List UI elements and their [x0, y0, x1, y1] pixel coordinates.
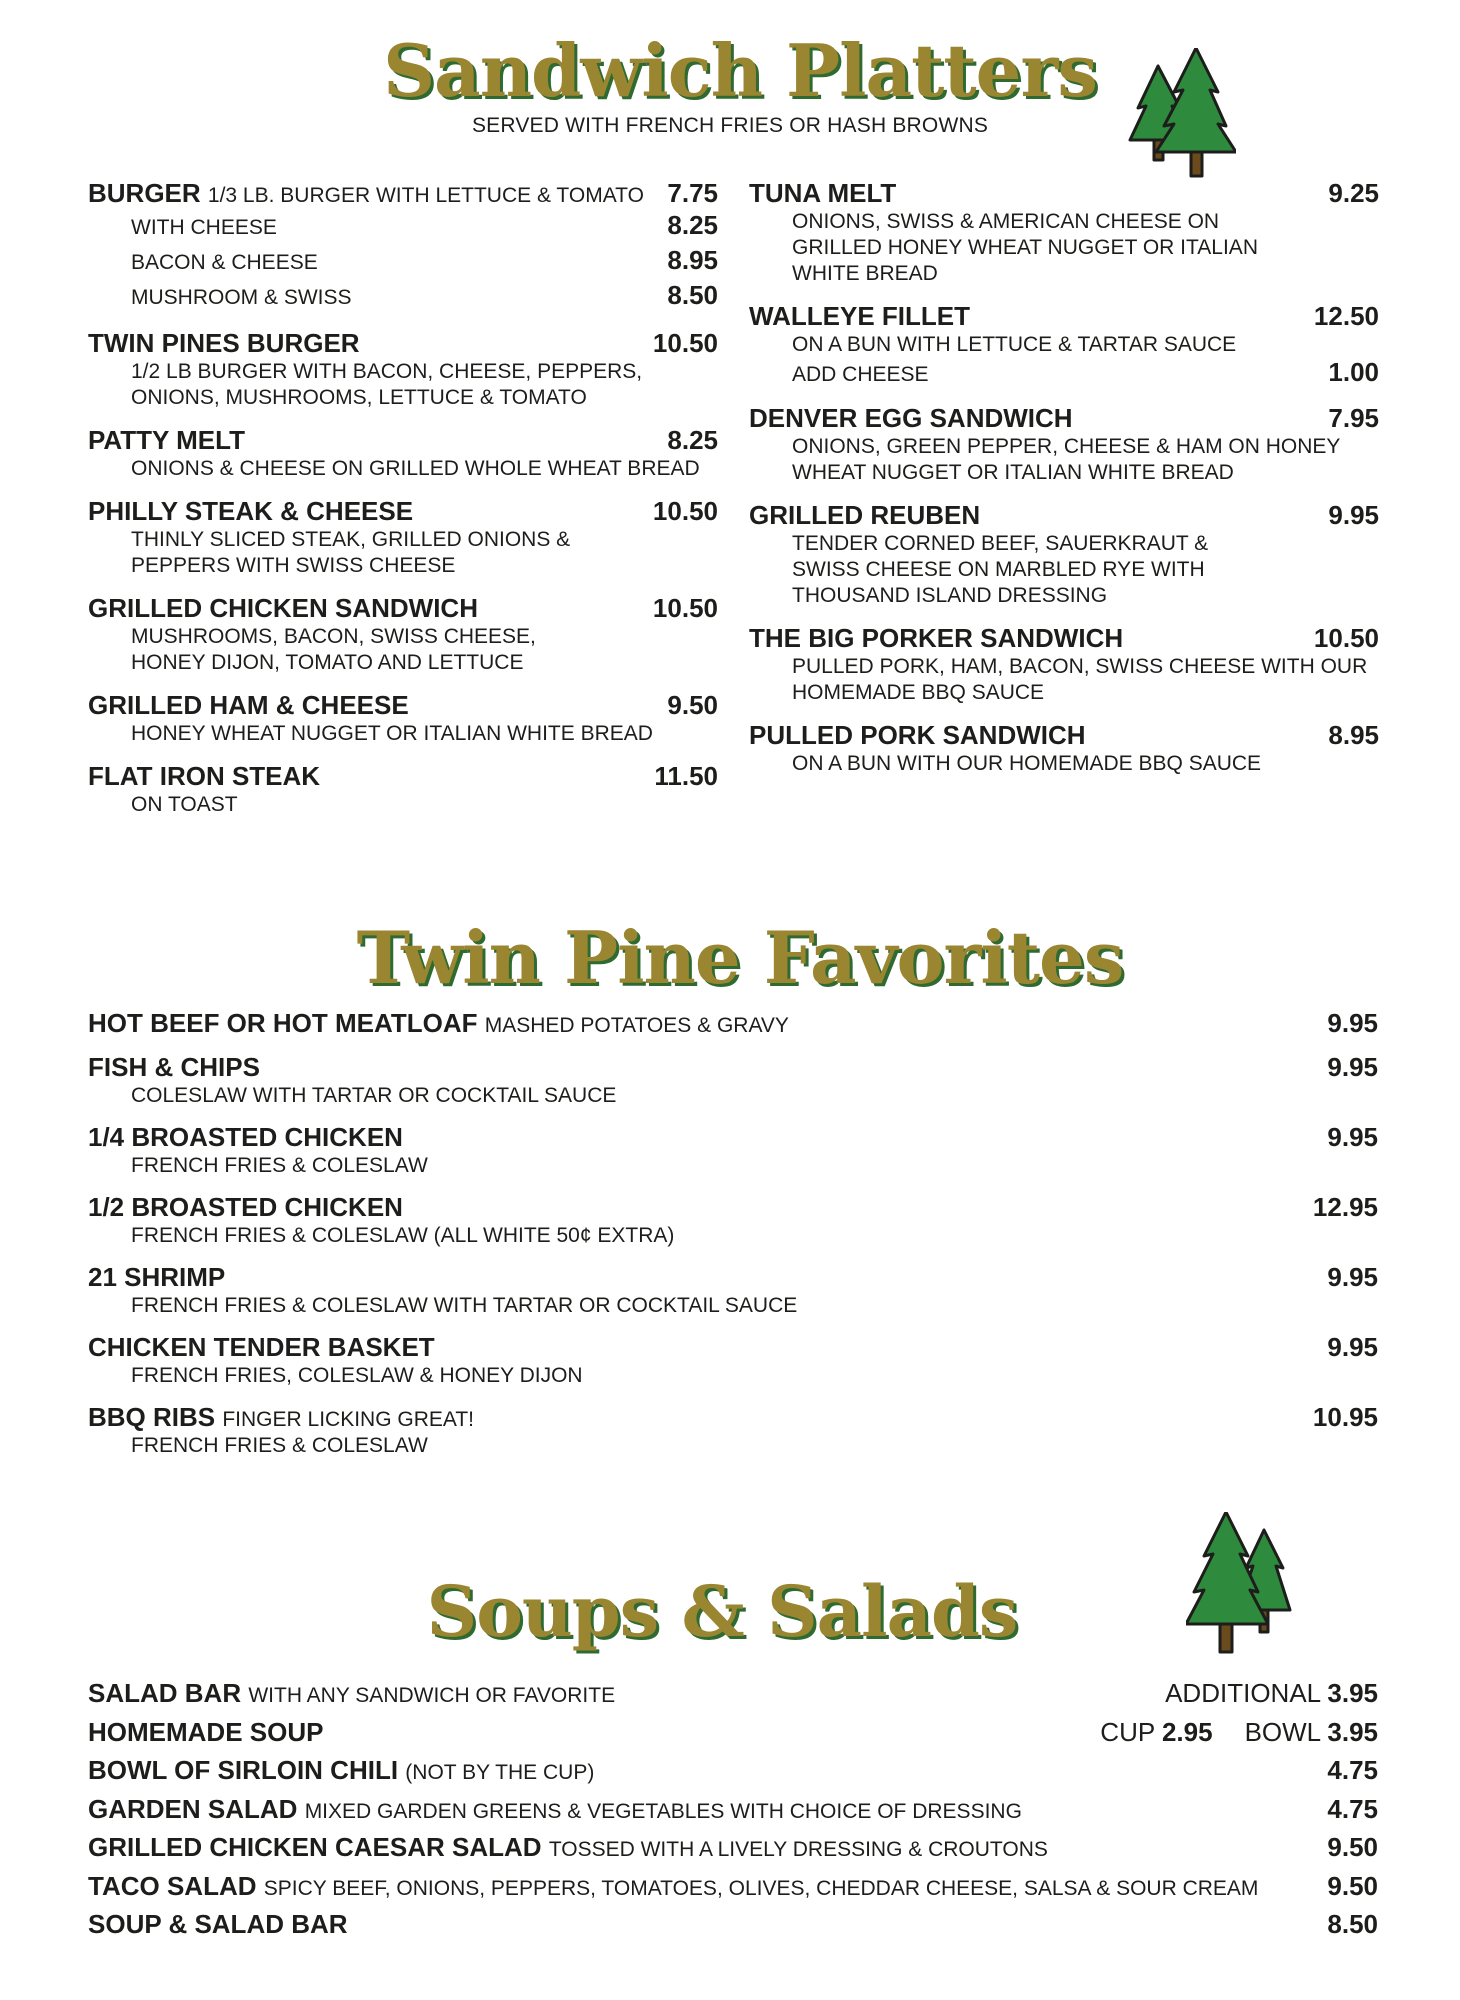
menu-item-description: ONIONS, SWISS & AMERICAN CHEESE ON — [792, 210, 1220, 233]
soup-salad-name: SOUP & SALAD BAR — [88, 1909, 348, 1939]
soup-salad-price — [1327, 1909, 1378, 1940]
menu-item — [88, 328, 718, 411]
menu-item-header — [88, 1262, 1378, 1293]
menu-item-description: ONIONS, GREEN PEPPER, CHEESE & HAM ON HONEY — [792, 435, 1341, 458]
menu-item-header — [88, 1402, 1378, 1433]
menu-item — [749, 623, 1379, 706]
twin-pine-favorites-title: Twin Pine Favorites — [356, 915, 1124, 1000]
menu-item — [88, 1402, 1378, 1459]
soup-salad-item — [88, 1909, 1378, 1948]
menu-item-description: COLESLAW WITH TARTAR OR COCKTAIL SAUCE — [131, 1084, 617, 1107]
price-value: 9.50 — [1327, 1870, 1378, 1901]
menu-item-price: 9.50 — [667, 690, 718, 720]
menu-item-option — [131, 209, 718, 244]
menu-item-name: BBQ RIBS FINGER LICKING GREAT! — [88, 1402, 475, 1432]
soup-salad-note: SPICY BEEF, ONIONS, PEPPERS, TOMATOES, OLIVES, CHEDDAR CHEESE, SALSA & SOUR CREAM — [263, 1876, 1259, 1900]
menu-item — [749, 500, 1379, 609]
soup-salad-name: HOMEMADE SOUP — [88, 1716, 324, 1747]
menu-item-name: 1/4 BROASTED CHICKEN — [88, 1122, 403, 1152]
price-value: 4.75 — [1327, 1793, 1378, 1824]
soup-salad-price — [1327, 1871, 1378, 1902]
option-price: 8.25 — [667, 210, 718, 240]
soup-salad-price — [1327, 1832, 1378, 1863]
soup-salad-name: GRILLED CHICKEN CAESAR SALAD TOSSED WITH A LIVELY DRESSING & CROUTONS — [88, 1832, 1048, 1862]
menu-item-header — [88, 1332, 1378, 1363]
menu-item-description: HONEY DIJON, TOMATO AND LETTUCE — [131, 651, 524, 674]
menu-item-name: PHILLY STEAK & CHEESE — [88, 496, 414, 526]
soup-salad-note: MIXED GARDEN GREENS & VEGETABLES WITH CHOICE OF DRESSING — [304, 1799, 1022, 1823]
menu-item-header — [88, 1008, 1378, 1039]
menu-item-price: 9.95 — [1327, 1332, 1378, 1362]
menu-item-name: 21 SHRIMP — [88, 1262, 226, 1292]
option-name: WITH CHEESE — [131, 216, 277, 239]
soup-salad-item — [88, 1717, 1378, 1756]
menu-item-description: ON A BUN WITH LETTUCE & TARTAR SAUCE — [792, 333, 1237, 356]
menu-item — [88, 690, 718, 747]
price-value: 8.50 — [1327, 1909, 1378, 1939]
menu-item-header — [88, 761, 718, 792]
menu-item-description: 1/2 LB BURGER WITH BACON, CHEESE, PEPPERS, — [131, 360, 643, 383]
menu-item-description: ONIONS & CHEESE ON GRILLED WHOLE WHEAT BREAD — [131, 457, 700, 480]
soup-salad-price — [1327, 1755, 1378, 1786]
menu-item-price: 9.95 — [1327, 1262, 1378, 1292]
price-label: ADDITIONAL — [1165, 1678, 1328, 1708]
sandwich-platters-subtitle: SERVED WITH FRENCH FRIES OR HASH BROWNS — [471, 114, 989, 137]
menu-item-description: ONIONS, MUSHROOMS, LETTUCE & TOMATO — [131, 386, 587, 409]
menu-item-name: DENVER EGG SANDWICH — [749, 403, 1073, 433]
menu-item-header — [88, 593, 718, 624]
menu-item-price: 10.95 — [1312, 1402, 1378, 1432]
menu-item-price: 12.50 — [1313, 301, 1379, 331]
menu-item-header — [749, 301, 1379, 332]
menu-item-name: THE BIG PORKER SANDWICH — [749, 623, 1124, 653]
price-value: 3.95 — [1327, 1678, 1378, 1708]
menu-item-price: 11.50 — [654, 761, 718, 791]
menu-item-description: MUSHROOMS, BACON, SWISS CHEESE, — [131, 625, 536, 648]
menu-item-name: GRILLED CHICKEN SANDWICH — [88, 593, 478, 623]
soup-salad-item — [88, 1794, 1378, 1833]
menu-item-price: 8.25 — [667, 425, 718, 455]
soup-salad-price — [1100, 1717, 1378, 1748]
menu-item — [749, 720, 1379, 777]
menu-item-price: 9.25 — [1328, 178, 1379, 208]
menu-item-price: 10.50 — [652, 496, 718, 526]
menu-item — [88, 1332, 1378, 1389]
option-price: 1.00 — [1328, 357, 1379, 387]
menu-item-price: 12.95 — [1312, 1192, 1378, 1222]
menu-item — [749, 301, 1379, 389]
menu-item-header — [88, 690, 718, 721]
menu-item-name: FISH & CHIPS — [88, 1052, 260, 1082]
menu-item-price: 10.50 — [652, 328, 718, 358]
menu-item-name: GRILLED REUBEN — [749, 500, 981, 530]
menu-item-description: HONEY WHEAT NUGGET OR ITALIAN WHITE BREAD — [131, 722, 653, 745]
menu-item-description: FRENCH FRIES & COLESLAW — [131, 1154, 428, 1177]
menu-item-price: 9.95 — [1327, 1122, 1378, 1152]
menu-item-note: FINGER LICKING GREAT! — [222, 1408, 475, 1431]
menu-item-description: PEPPERS WITH SWISS CHEESE — [131, 554, 456, 577]
option-name: BACON & CHEESE — [131, 251, 318, 274]
menu-item-price: 7.95 — [1328, 403, 1379, 433]
menu-item-name: 1/2 BROASTED CHICKEN — [88, 1192, 403, 1222]
menu-item — [749, 403, 1379, 486]
menu-item-header — [749, 623, 1379, 654]
menu-item — [88, 1008, 1378, 1039]
soup-salad-item — [88, 1871, 1378, 1910]
menu-item-description: FRENCH FRIES & COLESLAW WITH TARTAR OR COCKTAIL SAUCE — [131, 1294, 798, 1317]
menu-item — [88, 761, 718, 818]
soup-salad-note: (NOT BY THE CUP) — [405, 1761, 595, 1784]
menu-item-header — [88, 496, 718, 527]
menu-item-description: WHITE BREAD — [792, 262, 938, 285]
menu-item — [88, 1192, 1378, 1249]
menu-item-name: PATTY MELT — [88, 425, 245, 455]
soup-salad-note: TOSSED WITH A LIVELY DRESSING & CROUTONS — [548, 1838, 1048, 1861]
menu-item-header — [749, 403, 1379, 434]
menu-item-header — [88, 328, 718, 359]
menu-item-description: THOUSAND ISLAND DRESSING — [792, 584, 1108, 607]
menu-item-header — [88, 178, 718, 209]
menu-item-name: PULLED PORK SANDWICH — [749, 720, 1086, 750]
menu-item-header — [88, 425, 718, 456]
menu-item-header — [88, 1052, 1378, 1083]
soup-salad-name: GARDEN SALAD MIXED GARDEN GREENS & VEGETABLES WITH CHOICE OF DRESSING — [88, 1793, 1022, 1824]
menu-item — [88, 1262, 1378, 1319]
menu-item-description: WHEAT NUGGET OR ITALIAN WHITE BREAD — [792, 461, 1234, 484]
soup-salad-item — [88, 1678, 1378, 1717]
menu-item-option — [131, 244, 718, 279]
menu-item — [88, 1052, 1378, 1109]
soup-salad-price — [1165, 1678, 1378, 1709]
menu-item-header — [88, 1122, 1378, 1153]
menu-item-name: TWIN PINES BURGER — [88, 328, 360, 358]
menu-item-header — [88, 1192, 1378, 1223]
menu-item-name: WALLEYE FILLET — [749, 301, 970, 331]
menu-item-price: 7.75 — [667, 178, 718, 208]
menu-item-description: THINLY SLICED STEAK, GRILLED ONIONS & — [131, 528, 571, 551]
menu-item-price: 8.95 — [1328, 720, 1379, 750]
menu-item-description: FRENCH FRIES & COLESLAW (ALL WHITE 50¢ EXTRA) — [131, 1224, 675, 1247]
menu-item — [88, 425, 718, 482]
menu-item-description: ON TOAST — [131, 793, 238, 816]
menu-item-price: 10.50 — [652, 593, 718, 623]
soups-salads-title: Soups & Salads — [426, 1570, 1018, 1653]
sandwich-platters-title: Sandwich Platters — [383, 28, 1097, 113]
soups-list — [88, 1678, 1378, 1948]
soup-salad-item — [88, 1755, 1378, 1794]
price-value: 3.95 — [1327, 1716, 1378, 1747]
favorites-list — [88, 1008, 1378, 1472]
menu-item-description: TENDER CORNED BEEF, SAUERKRAUT & — [792, 532, 1209, 555]
price-label: BOWL — [1244, 1716, 1328, 1747]
menu-item — [749, 178, 1379, 287]
menu-item-name: FLAT IRON STEAK — [88, 761, 321, 791]
menu-item-header — [749, 720, 1379, 751]
menu-item-description: HOMEMADE BBQ SAUCE — [792, 681, 1045, 704]
menu-item-note: MASHED POTATOES & GRAVY — [484, 1014, 789, 1037]
menu-item-price: 9.95 — [1328, 500, 1379, 530]
price-value: 9.50 — [1327, 1832, 1378, 1862]
soup-salad-price — [1327, 1794, 1378, 1825]
menu-item-note: 1/3 LB. BURGER WITH LETTUCE & TOMATO — [207, 184, 644, 207]
sandwich-right-column — [749, 178, 1379, 791]
price-value: 2.95 — [1161, 1716, 1213, 1747]
menu-item-option — [792, 358, 1379, 389]
menu-item-option — [131, 279, 718, 314]
pine-trees-icon — [1126, 48, 1236, 180]
option-price: 8.95 — [667, 245, 718, 275]
menu-item-header — [749, 500, 1379, 531]
soup-salad-item — [88, 1832, 1378, 1871]
menu-item-header — [749, 178, 1379, 209]
menu-item-name: GRILLED HAM & CHEESE — [88, 690, 409, 720]
menu-item-description: FRENCH FRIES, COLESLAW & HONEY DIJON — [131, 1364, 583, 1387]
menu-item — [88, 1122, 1378, 1179]
soup-salad-name: SALAD BAR WITH ANY SANDWICH OR FAVORITE — [88, 1678, 616, 1708]
option-name: MUSHROOM & SWISS — [131, 286, 352, 309]
menu-item-price: 9.95 — [1327, 1052, 1378, 1082]
menu-item-name: HOT BEEF OR HOT MEATLOAF MASHED POTATOES & GRAVY — [88, 1008, 789, 1038]
menu-item-description: PULLED PORK, HAM, BACON, SWISS CHEESE WITH OUR — [792, 655, 1368, 678]
soup-salad-note: WITH ANY SANDWICH OR FAVORITE — [248, 1684, 616, 1707]
menu-item — [88, 593, 718, 676]
price-label: CUP — [1100, 1716, 1162, 1747]
soup-salad-name: TACO SALAD SPICY BEEF, ONIONS, PEPPERS, TOMATOES, OLIVES, CHEDDAR CHEESE, SALSA & SOUR CREAM — [88, 1870, 1259, 1901]
menu-item-name: CHICKEN TENDER BASKET — [88, 1332, 435, 1362]
soup-salad-name: BOWL OF SIRLOIN CHILI (NOT BY THE CUP) — [88, 1755, 595, 1785]
menu-item-description: SWISS CHEESE ON MARBLED RYE WITH — [792, 558, 1205, 581]
sandwich-left-column — [88, 178, 718, 832]
option-name: ADD CHEESE — [792, 363, 929, 386]
menu-item-description: ON A BUN WITH OUR HOMEMADE BBQ SAUCE — [792, 752, 1262, 775]
menu-item-description: FRENCH FRIES & COLESLAW — [131, 1434, 428, 1457]
menu-item-description: GRILLED HONEY WHEAT NUGGET OR ITALIAN — [792, 236, 1258, 259]
menu-item — [88, 178, 718, 314]
menu-item-price: 10.50 — [1313, 623, 1379, 653]
option-price: 8.50 — [667, 280, 718, 310]
price-value: 4.75 — [1327, 1755, 1378, 1785]
menu-item-name: BURGER 1/3 LB. BURGER WITH LETTUCE & TOMATO — [88, 178, 644, 208]
menu-item-price: 9.95 — [1327, 1008, 1378, 1038]
menu-item-name: TUNA MELT — [749, 178, 897, 208]
menu-item — [88, 496, 718, 579]
